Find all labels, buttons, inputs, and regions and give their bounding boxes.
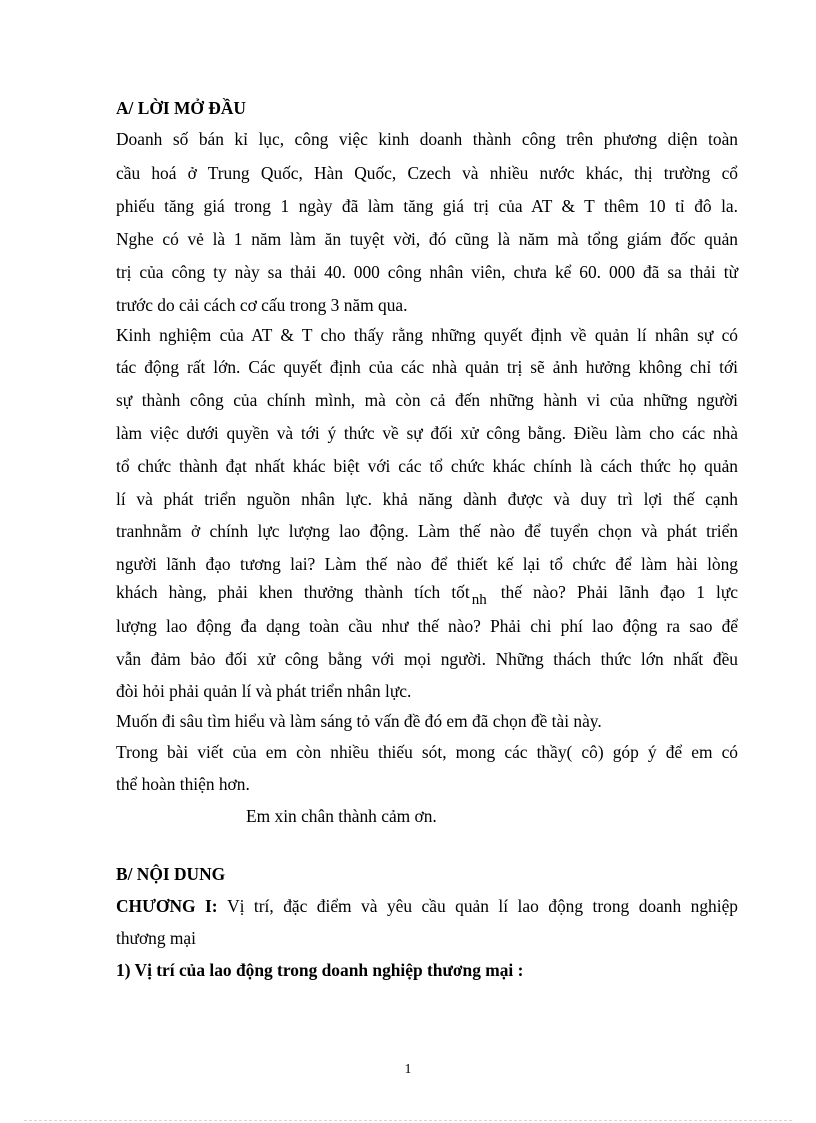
paragraph-line: Nghe có vẻ là 1 năm làm ăn tuyệt vời, đó cũng là năm mà tổng giám đốc quản <box>116 229 738 249</box>
paragraph-line: lí và phát triển nguồn nhân lực. khả năng dành được và duy trì lợi thế cạnh <box>116 489 738 509</box>
paragraph-line: Kinh nghiệm của AT & T cho thấy rằng những quyết định về quản lí nhân sự có <box>116 325 738 345</box>
section-b-heading: B/ NỘI DUNG <box>116 864 226 884</box>
subsection-heading: 1) Vị trí của lao động trong doanh nghiệp thương mại : <box>116 960 524 980</box>
paragraph-line: trước do cải cách cơ cấu trong 3 năm qua. <box>116 295 408 315</box>
paragraph-line: đòi hỏi phải quản lí và phát triển nhân lực. <box>116 681 412 701</box>
subscript-fragment: nh <box>471 592 487 608</box>
section-a-heading: A/ LỜI MỞ ĐẦU <box>116 98 246 118</box>
paragraph-line: làm việc dưới quyền và tới ý thức về sự đối xử công bằng. Điều làm cho các nhà <box>116 423 738 443</box>
text-fragment: thế nào? Phải lãnh đạo 1 lực <box>500 582 738 602</box>
closing-thanks: Em xin chân thành cảm ơn. <box>246 806 437 826</box>
paragraph-line: phiếu tăng giá trong 1 ngày đã làm tăng giá trị của AT & T thêm 10 tỉ đô la. <box>116 196 738 216</box>
paragraph-line: Doanh số bán kỉ lục, công việc kinh doanh thành công trên phương diện toàn <box>116 129 738 149</box>
paragraph-line <box>116 582 738 608</box>
page-bottom-divider <box>24 1120 792 1121</box>
chapter-title-line: thương mại <box>116 928 196 948</box>
chapter-title: Vị trí, đặc điểm và yêu cầu quản lí lao động trong doanh nghiệp <box>227 896 738 916</box>
chapter-label: CHƯƠNG I: <box>116 896 218 916</box>
paragraph-line: Muốn đi sâu tìm hiểu và làm sáng tỏ vấn đề đó em đã chọn đề tài này. <box>116 711 602 731</box>
page-number: 1 <box>404 1062 412 1077</box>
paragraph-line: trị của công ty này sa thải 40. 000 công nhân viên, chưa kể 60. 000 đã sa thải từ <box>116 262 738 282</box>
paragraph-line: Trong bài viết của em còn nhiều thiếu sót, mong các thầy( cô) góp ý để em có <box>116 742 738 762</box>
paragraph-line: thể hoàn thiện hơn. <box>116 774 250 794</box>
paragraph-line: người lãnh đạo tương lai? Làm thế nào để thiết kế lại tổ chức để làm hài lòng <box>116 554 738 574</box>
chapter-title-line <box>116 896 738 916</box>
paragraph-line: lượng lao động đa dạng toàn cầu như thế nào? Phải chi phí lao động ra sao để <box>116 616 738 636</box>
paragraph-line: tác động rất lớn. Các quyết định của các nhà quản trị sẽ ảnh hưởng không chỉ tới <box>116 357 738 377</box>
paragraph-line: cầu hoá ở Trung Quốc, Hàn Quốc, Czech và nhiều nước khác, thị trường cổ <box>116 163 738 183</box>
paragraph-line: tổ chức thành đạt nhất khác biệt với các tổ chức khác chính là cách thức họ quản <box>116 456 738 476</box>
paragraph-line: tranhnằm ở chính lực lượng lao động. Làm thế nào để tuyển chọn và phát triển <box>116 521 738 541</box>
paragraph-line: vẫn đảm bảo đối xử công bằng với mọi người. Những thách thức lớn nhất đều <box>116 649 738 669</box>
paragraph-line: sự thành công của chính mình, mà còn cả đến những hành vi của những người <box>116 390 738 410</box>
text-fragment: khách hàng, phải khen thưởng thành tích tốt <box>116 582 470 602</box>
